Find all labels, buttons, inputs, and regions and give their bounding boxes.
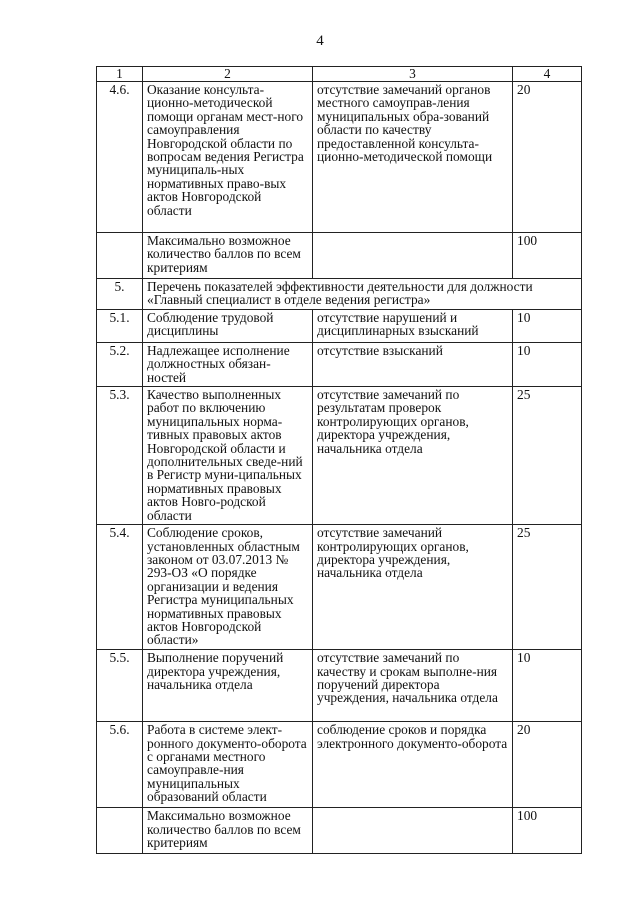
table-row: [97, 82, 582, 233]
header-cell: 2: [143, 67, 313, 82]
criterion-cell: соблюдение сроков и порядка электронного документо-оборота: [313, 722, 513, 808]
table-row: [97, 342, 582, 386]
row-number: 4.6.: [97, 82, 143, 233]
score-cell: 20: [513, 722, 582, 808]
indicator-cell: Оказание консульта-ционно-методической помощи органам мест-ного самоуправления Новгородской области по вопросам ведения Регистра муниципаль-ных нормативных право-вых актов Новгородской области: [143, 82, 313, 233]
header-cell: 1: [97, 67, 143, 82]
criteria-table: [96, 66, 582, 854]
page-number: 4: [316, 33, 324, 49]
criterion-cell: отсутствие замечаний контролирующих органов, директора учреждения, начальника отдела: [313, 525, 513, 650]
section-title: Перечень показателей эффективности деятельности для должности «Главный специалист в отделе ведения регистра»: [143, 279, 582, 310]
table-row: [97, 233, 582, 279]
criterion-cell: отсутствие взысканий: [313, 342, 513, 386]
score-cell: 10: [513, 342, 582, 386]
indicator-cell: Выполнение поручений директора учреждения, начальника отдела: [143, 650, 313, 722]
score-cell: 25: [513, 525, 582, 650]
score-cell: 25: [513, 387, 582, 525]
row-number: 5.2.: [97, 342, 143, 386]
score-cell: 100: [513, 808, 582, 854]
indicator-cell: Соблюдение трудовой дисциплины: [143, 309, 313, 342]
score-cell: 10: [513, 650, 582, 722]
table-row: [97, 309, 582, 342]
criterion-cell: [313, 233, 513, 279]
table-row: [97, 650, 582, 722]
criterion-cell: [313, 808, 513, 854]
table-row: [97, 808, 582, 854]
indicator-cell: Соблюдение сроков, установленных областным законом от 03.07.2013 № 293-ОЗ «О порядке организации и ведения Регистра муниципальных нормативных правовых актов Новгородской области»: [143, 525, 313, 650]
score-cell: 20: [513, 82, 582, 233]
indicator-cell: Работа в системе элект-ронного документо-оборота с органами местного самоуправле-ния муниципальных образований области: [143, 722, 313, 808]
indicator-cell: Максимально возможное количество баллов по всем критериям: [143, 808, 313, 854]
indicator-cell: Качество выполненных работ по включению муниципальных норма-тивных правовых актов Новгородской области и дополнительных сведе-ний в Регистр муни-ципальных нормативных правовых актов Новго-родской области: [143, 387, 313, 525]
criterion-cell: отсутствие замечаний по результатам проверок контролирующих органов, директора учреждения, начальника отдела: [313, 387, 513, 525]
indicator-cell: Надлежащее исполнение должностных обязан-ностей: [143, 342, 313, 386]
header-cell: 4: [513, 67, 582, 82]
row-number: [97, 233, 143, 279]
criterion-cell: отсутствие замечаний органов местного самоуправ-ления муниципальных обра-зований области по качеству предоставленной консульта-ционно-методической помощи: [313, 82, 513, 233]
row-number: 5.6.: [97, 722, 143, 808]
row-number: 5.1.: [97, 309, 143, 342]
row-number: 5.4.: [97, 525, 143, 650]
row-number: [97, 808, 143, 854]
table-row: [97, 525, 582, 650]
indicator-cell: Максимально возможное количество баллов по всем критериям: [143, 233, 313, 279]
header-row: [97, 67, 582, 82]
header-cell: 3: [313, 67, 513, 82]
row-number: 5.3.: [97, 387, 143, 525]
score-cell: 100: [513, 233, 582, 279]
table-row: [97, 722, 582, 808]
score-cell: 10: [513, 309, 582, 342]
section-row: [97, 279, 582, 310]
row-number: 5.5.: [97, 650, 143, 722]
criterion-cell: отсутствие замечаний по качеству и срокам выполне-ния поручений директора учреждения, начальника отдела: [313, 650, 513, 722]
table-row: [97, 387, 582, 525]
criterion-cell: отсутствие нарушений и дисциплинарных взысканий: [313, 309, 513, 342]
section-number: 5.: [97, 279, 143, 310]
